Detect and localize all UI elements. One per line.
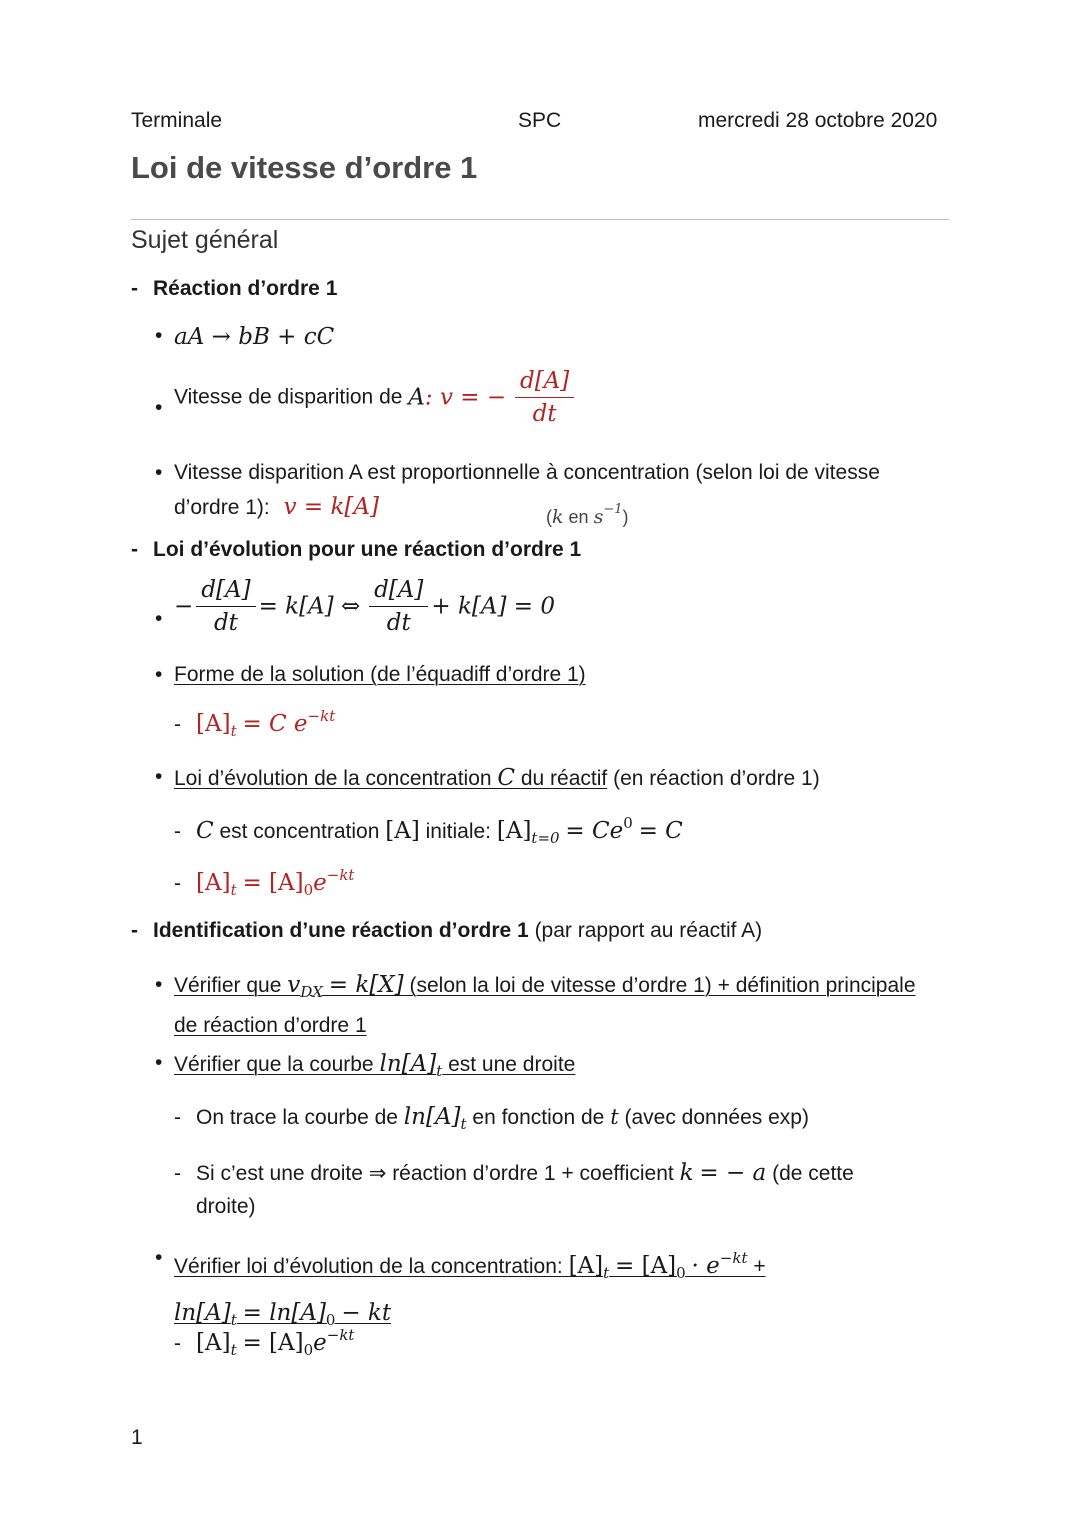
bullet-dot: • <box>155 607 163 630</box>
trace-ln: ln[A] <box>403 1104 461 1130</box>
final-exp: −kt <box>326 1326 355 1344</box>
check3-lhs: [A] <box>568 1253 604 1279</box>
c-item-text: est concentration <box>219 820 380 843</box>
c-item-eq: = Ce <box>565 818 624 844</box>
dash-bullet: - <box>174 820 181 843</box>
check3-sub: t <box>603 1264 610 1282</box>
check-evolution-line1 <box>174 1249 766 1282</box>
list-item-solution-form <box>155 663 586 687</box>
dash-bullet: - <box>131 538 138 561</box>
list-item-check-evolution <box>155 1238 934 1340</box>
list-item-reaction <box>155 324 335 350</box>
bullet-dot: • <box>155 324 163 347</box>
law-sub0: 0 <box>303 881 314 899</box>
bullet-dot: • <box>155 461 163 484</box>
proportional-text-line2: d’ordre 1): <box>174 496 270 519</box>
check1-sub: DX <box>300 983 323 1001</box>
law-exp: −kt <box>326 866 355 884</box>
evolution-label <box>174 767 607 790</box>
speed-lhs: : v = − <box>424 384 507 411</box>
evolution-note: (en réaction d’ordre 1) <box>613 767 820 790</box>
check3-plus: + <box>753 1255 766 1278</box>
evolution-label-b: du réactif <box>520 767 608 790</box>
check3-line2-sub0: 0 <box>325 1311 336 1329</box>
trace-a: On trace la courbe de <box>196 1106 398 1129</box>
sub-item-final-law <box>174 1326 354 1359</box>
sub-item-law <box>174 866 354 899</box>
evolution-label-c: C <box>497 765 516 791</box>
eq-fraction-1 <box>196 577 255 636</box>
evolution-label-a: Loi d’évolution de la concentration <box>174 767 492 790</box>
check3-eq: = [A] <box>615 1253 677 1279</box>
law-lhs: [A] <box>196 870 231 896</box>
page-title: Loi de vitesse d’ordre 1 <box>131 150 478 185</box>
law-sub: t <box>230 881 237 899</box>
reaction-equation: aA → bB + cC <box>174 324 335 350</box>
droite-b: (de cette <box>772 1162 854 1185</box>
dash-bullet: - <box>174 1332 181 1355</box>
bullet-dot: • <box>155 1051 163 1074</box>
solution-lhs: [A] <box>196 711 231 737</box>
check3-exp: −kt <box>719 1249 748 1267</box>
k-unit-close: ) <box>622 507 629 527</box>
header-level: Terminale <box>131 109 223 132</box>
k-unit-s: s <box>593 506 604 528</box>
bullet-dot: • <box>155 1246 163 1269</box>
rate-law-formula: v = k[A] <box>283 494 379 520</box>
check-rate-line2: de réaction d’ordre 1 <box>174 1014 367 1037</box>
solution-form-label: Forme de la solution (de l’équadiff d’ordre 1) <box>174 663 586 686</box>
dash-bullet: - <box>174 1106 181 1129</box>
speed-label: Vitesse de disparition de <box>174 385 403 409</box>
bullet-dot: • <box>155 765 163 788</box>
eq-numerator-2: d[A] <box>369 577 428 607</box>
list-item-differential-equation <box>155 577 555 636</box>
check3-line2-a: ln[A] <box>174 1300 231 1326</box>
section-heading-order1 <box>131 277 337 301</box>
eq-denominator-1: dt <box>213 610 238 636</box>
speed-numerator: d[A] <box>515 368 574 398</box>
bullet-dot: • <box>155 973 163 996</box>
k-unit-exp: −1 <box>603 502 623 517</box>
eq-end: + k[A] = 0 <box>431 593 555 620</box>
k-unit-open: ( <box>546 507 552 527</box>
trace-c: (avec données exp) <box>624 1106 809 1129</box>
c-item-end: = C <box>638 818 683 844</box>
solution-sub: t <box>230 722 237 740</box>
check-rate-line1 <box>174 972 916 1001</box>
sub-item-solution <box>174 707 335 740</box>
page-number: 1 <box>131 1426 143 1449</box>
final-sub: t <box>230 1341 237 1359</box>
section2-heading-text: Loi d’évolution pour une réaction d’ordre 1 <box>153 538 582 561</box>
section-heading-evolution <box>131 538 581 562</box>
droite-a: Si c’est une droite ⇒ réaction d’ordre 1 + coefficient <box>196 1162 674 1185</box>
proportional-text-line1: Vitesse disparition A est proportionnelle à concentration (selon loi de vitesse <box>174 461 880 484</box>
check3-dot: · e <box>691 1253 720 1279</box>
c-item-c: C <box>196 818 214 844</box>
check2-ln: ln[A] <box>379 1051 437 1077</box>
bullet-dot: • <box>155 663 163 686</box>
sub-item-trace <box>174 1104 809 1133</box>
check3-line2-b: = ln[A] <box>242 1300 326 1326</box>
check3-sub0: 0 <box>676 1264 686 1282</box>
header-date: mercredi 28 octobre 2020 <box>698 109 938 132</box>
final-sub0: 0 <box>303 1341 314 1359</box>
dash-bullet: - <box>131 277 138 300</box>
subject-heading: Sujet général <box>131 226 279 254</box>
trace-b: en fonction de <box>472 1106 605 1129</box>
check1-eq: = k[X] <box>328 972 404 998</box>
k-unit-text: en <box>568 507 589 527</box>
check1-v: v <box>287 972 301 998</box>
c-item-exp: 0 <box>623 814 633 832</box>
final-lhs: [A] <box>196 1330 231 1356</box>
list-item-evolution-law <box>155 765 820 791</box>
check-ln-label <box>174 1051 576 1080</box>
eq-numerator-1: d[A] <box>196 577 255 607</box>
c-item-lhs: [A] <box>496 818 532 844</box>
check-evolution-line2 <box>174 1300 392 1329</box>
c-item-a: [A] <box>385 818 420 844</box>
k-unit-note <box>546 502 629 528</box>
speed-denominator: dt <box>532 401 557 427</box>
c-item-text2: initiale: <box>425 820 492 843</box>
trace-t: t <box>610 1105 619 1129</box>
k-unit-k: k <box>552 506 564 528</box>
dash-bullet: - <box>174 1162 181 1185</box>
check2-a: Vérifier que la courbe <box>174 1053 374 1076</box>
speed-var: A <box>408 384 425 411</box>
check3-line2-sub: t <box>230 1311 237 1329</box>
law-eq: = [A] <box>242 870 304 896</box>
eq-denominator-2: dt <box>386 610 411 636</box>
list-item-check-ln <box>155 1051 576 1080</box>
list-item-speed <box>155 368 577 427</box>
eq-minus: − <box>174 593 194 620</box>
divider <box>131 219 949 220</box>
final-e: e <box>313 1330 327 1356</box>
check2-b: est une droite <box>448 1053 576 1076</box>
c-item-sub: t=0 <box>531 829 560 847</box>
list-item-check-rate <box>155 968 954 1043</box>
droite-eq: = − a <box>699 1160 767 1186</box>
header-subject: SPC <box>518 109 562 132</box>
section3-heading-note: (par rapport au réactif A) <box>534 919 763 942</box>
sub-item-initial-concentration <box>174 814 683 847</box>
dash-bullet: - <box>174 872 181 895</box>
check3-a: Vérifier loi d’évolution de la concentration: <box>174 1255 563 1278</box>
dash-bullet: - <box>131 919 138 942</box>
bullet-dot: • <box>155 396 163 419</box>
section-heading-identification <box>131 919 762 943</box>
sub-item-droite <box>174 1157 914 1223</box>
droite-k: k <box>679 1160 694 1186</box>
check3-line2-c: − kt <box>341 1300 392 1326</box>
section3-heading-text: Identification d’une réaction d’ordre 1 <box>153 919 529 942</box>
droite-line2: droite) <box>196 1195 256 1218</box>
trace-sub: t <box>460 1115 467 1133</box>
speed-fraction <box>515 368 574 427</box>
check1-b: (selon la loi de vitesse d’ordre 1) + définition principale <box>409 974 916 997</box>
dash-bullet: - <box>174 713 181 736</box>
check2-sub: t <box>436 1062 443 1080</box>
law-e: e <box>313 870 327 896</box>
eq-middle: = k[A] ⇔ <box>258 593 361 620</box>
solution-rhs: = C e <box>242 711 308 737</box>
solution-exp: −kt <box>307 707 336 725</box>
section1-heading-text: Réaction d’ordre 1 <box>153 277 338 300</box>
check1-a: Vérifier que <box>174 974 282 997</box>
final-eq: = [A] <box>242 1330 304 1356</box>
eq-fraction-2 <box>369 577 428 636</box>
